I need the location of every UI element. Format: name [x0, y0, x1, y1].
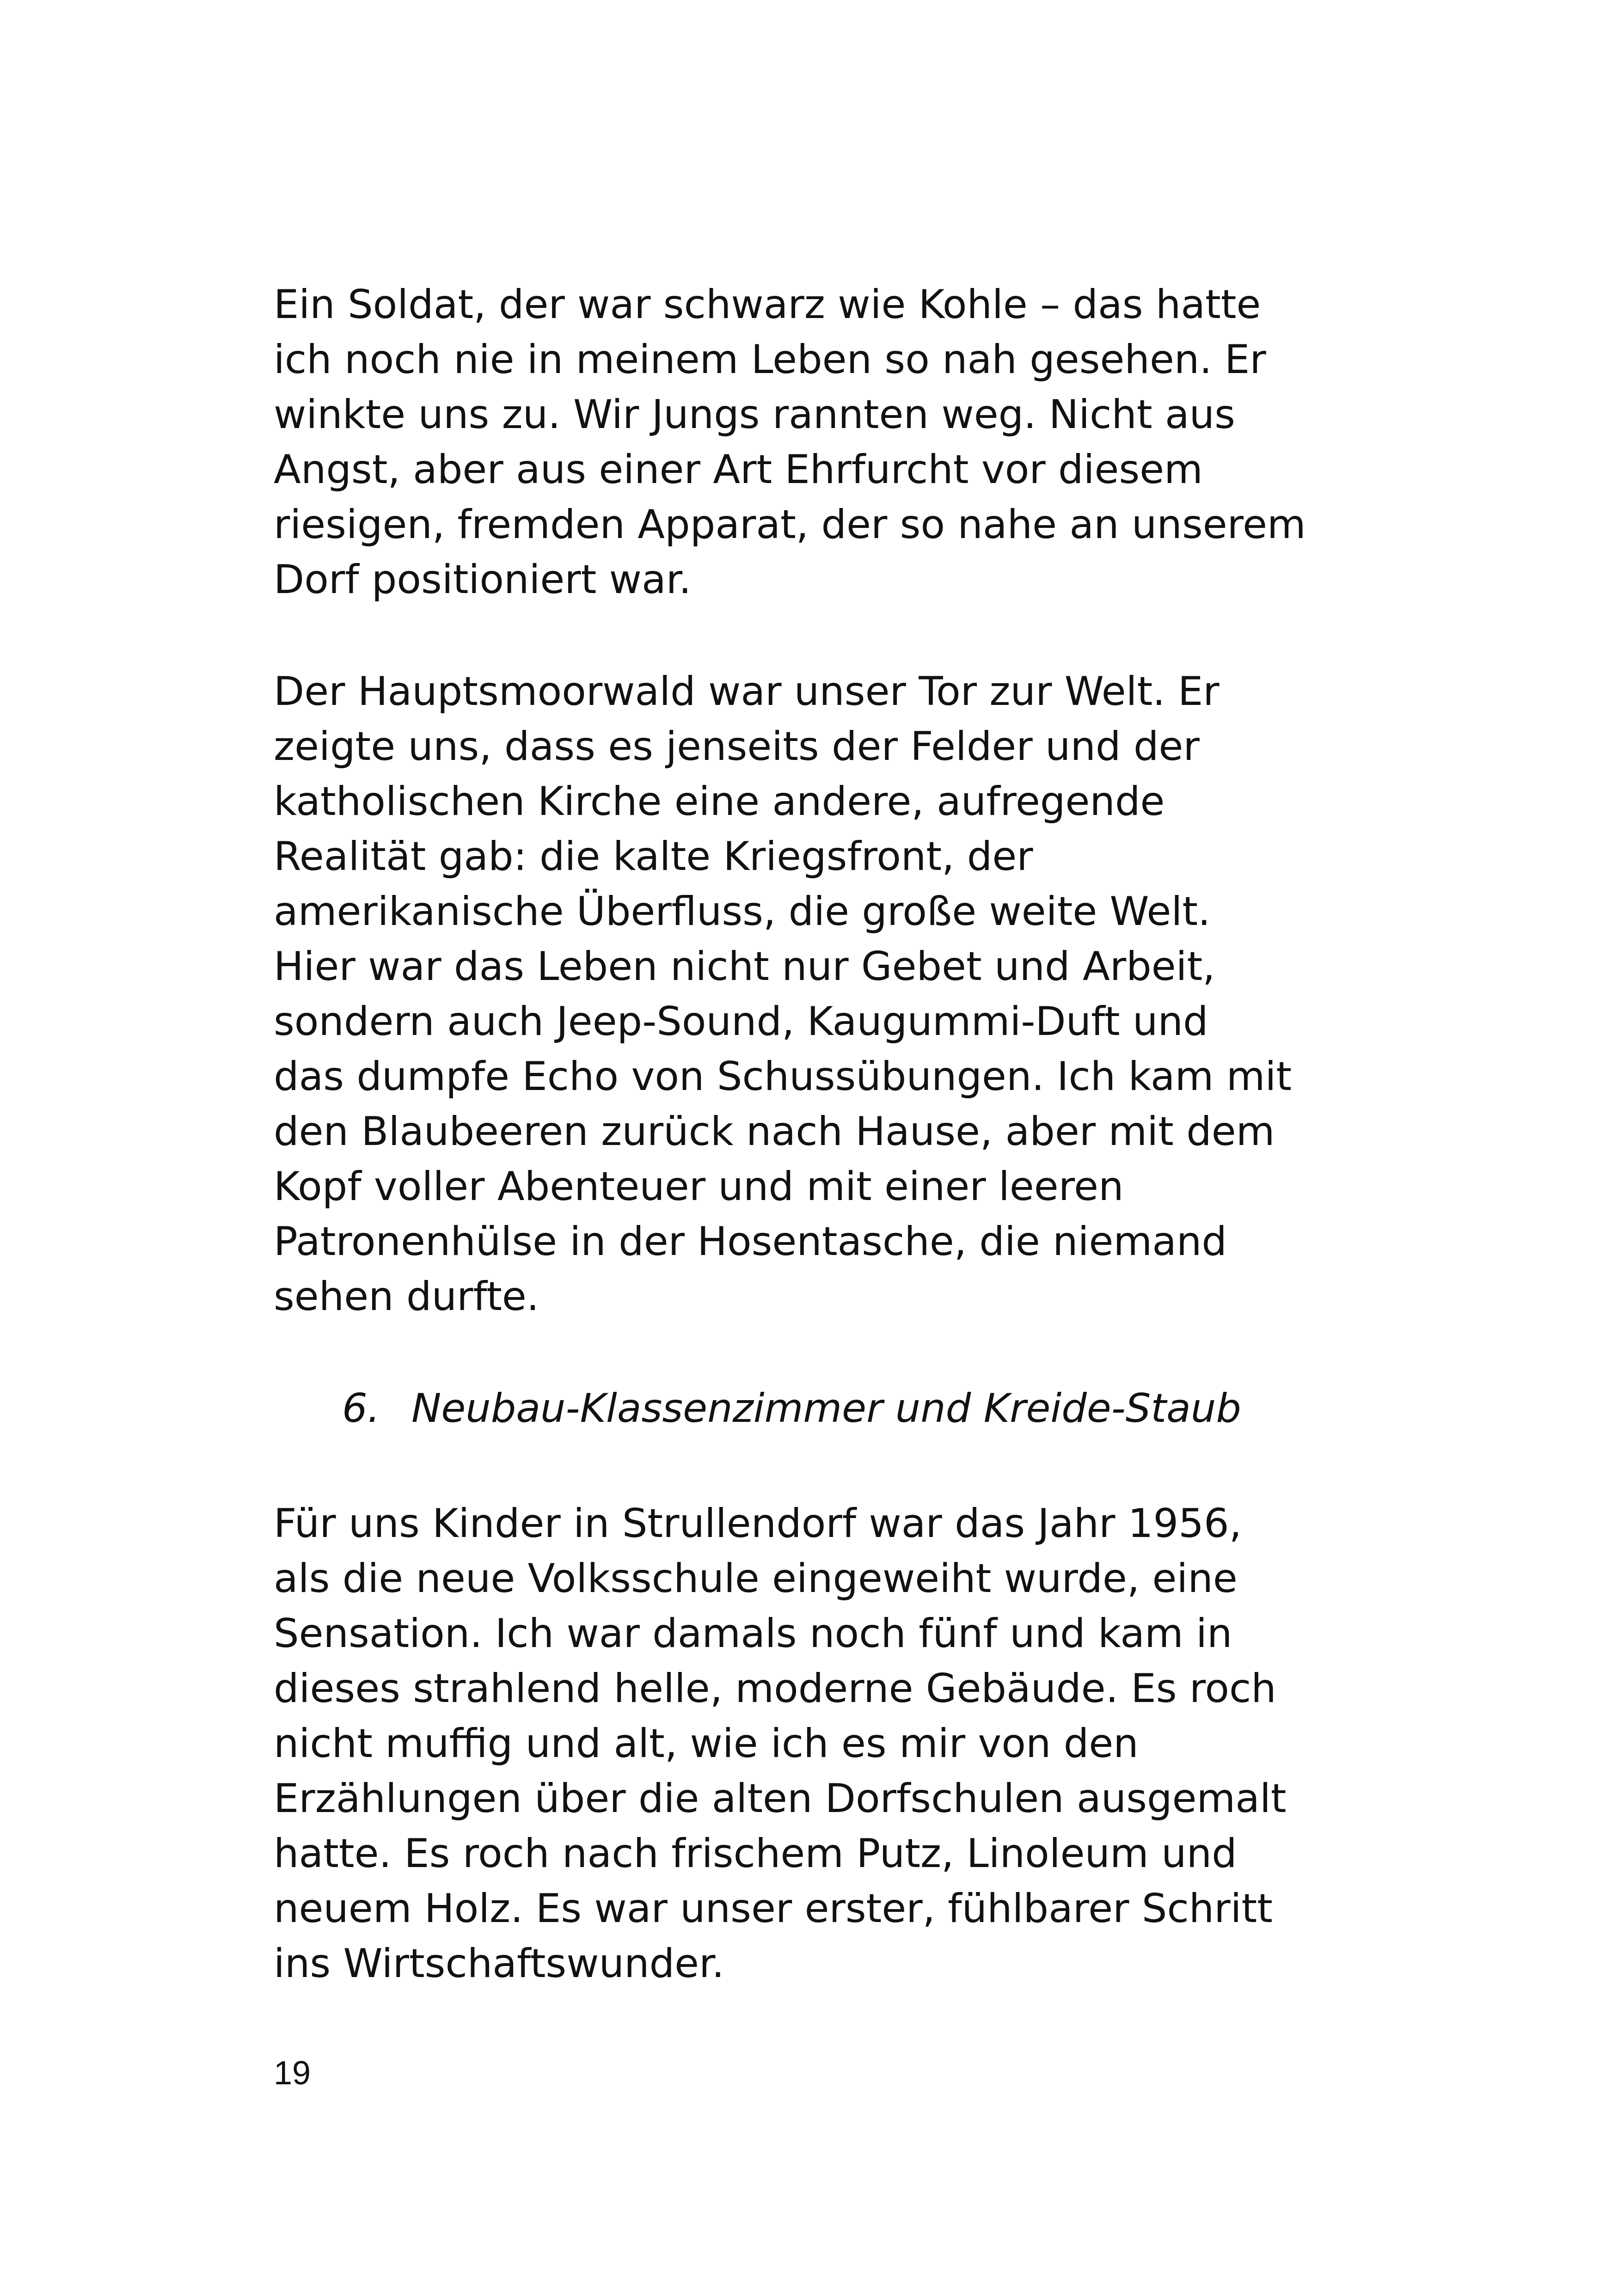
paragraph-line: den Blaubeeren zurück nach Hause, aber mit dem	[274, 1108, 1275, 1155]
page-number: 19	[274, 2055, 311, 2092]
paragraph-line: hatte. Es roch nach frischem Putz, Linoleum und	[274, 1831, 1237, 1877]
paragraph-soldier	[274, 277, 1383, 607]
paragraph-line: sehen durfte.	[274, 1274, 539, 1320]
paragraph-line: Hier war das Leben nicht nur Gebet und Arbeit,	[274, 943, 1215, 990]
paragraph-line: Für uns Kinder in Strullendorf war das Jahr 1956,	[274, 1500, 1242, 1547]
paragraph-line: Angst, aber aus einer Art Ehrfurcht vor diesem	[274, 447, 1203, 493]
paragraph-line: als die neue Volksschule eingeweiht wurde, eine	[274, 1555, 1238, 1602]
paragraph-line: amerikanische Überfluss, die große weite Welt.	[274, 888, 1211, 935]
paragraph-line: ich noch nie in meinem Leben so nah gesehen. Er	[274, 337, 1266, 383]
paragraph-line: Dorf positioniert war.	[274, 557, 692, 603]
section-title: Neubau-Klassenzimmer und Kreide-Staub	[411, 1385, 1241, 1432]
paragraph-line: Kopf voller Abenteuer und mit einer leeren	[274, 1163, 1124, 1210]
paragraph-volksschule	[274, 1496, 1383, 1991]
paragraph-line: katholischen Kirche eine andere, aufregende	[274, 778, 1165, 825]
paragraph-line: das dumpfe Echo von Schussübungen. Ich kam mit	[274, 1053, 1292, 1100]
paragraph-line: zeigte uns, dass es jenseits der Felder und der	[274, 723, 1200, 770]
paragraph-line: riesigen, fremden Apparat, der so nahe an unserem	[274, 502, 1306, 548]
paragraph-line: sondern auch Jeep-Sound, Kaugummi-Duft und	[274, 998, 1208, 1045]
paragraph-line: Erzählungen über die alten Dorfschulen ausgemalt	[274, 1776, 1287, 1822]
paragraph-line: Ein Soldat, der war schwarz wie Kohle – das hatte	[274, 282, 1261, 328]
paragraph-hauptsmoorwald	[274, 664, 1383, 1324]
paragraph-line: winkte uns zu. Wir Jungs rannten weg. Nicht aus	[274, 392, 1235, 438]
section-number: 6.	[342, 1385, 380, 1432]
paragraph-line: Patronenhülse in der Hosentasche, die niemand	[274, 1218, 1227, 1265]
paragraph-line: ins Wirtschaftswunder.	[274, 1941, 724, 1987]
paragraph-line: Sensation. Ich war damals noch fünf und kam in	[274, 1610, 1232, 1657]
paragraph-line: dieses strahlend helle, moderne Gebäude. Es roch	[274, 1665, 1276, 1712]
section-heading	[342, 1381, 1241, 1436]
paragraph-line: nicht muffig und alt, wie ich es mir von den	[274, 1720, 1139, 1767]
paragraph-line: neuem Holz. Es war unser erster, fühlbarer Schritt	[274, 1886, 1273, 1932]
paragraph-line: Realität gab: die kalte Kriegsfront, der	[274, 833, 1033, 880]
paragraph-line: Der Hauptsmoorwald war unser Tor zur Welt. Er	[274, 668, 1220, 715]
